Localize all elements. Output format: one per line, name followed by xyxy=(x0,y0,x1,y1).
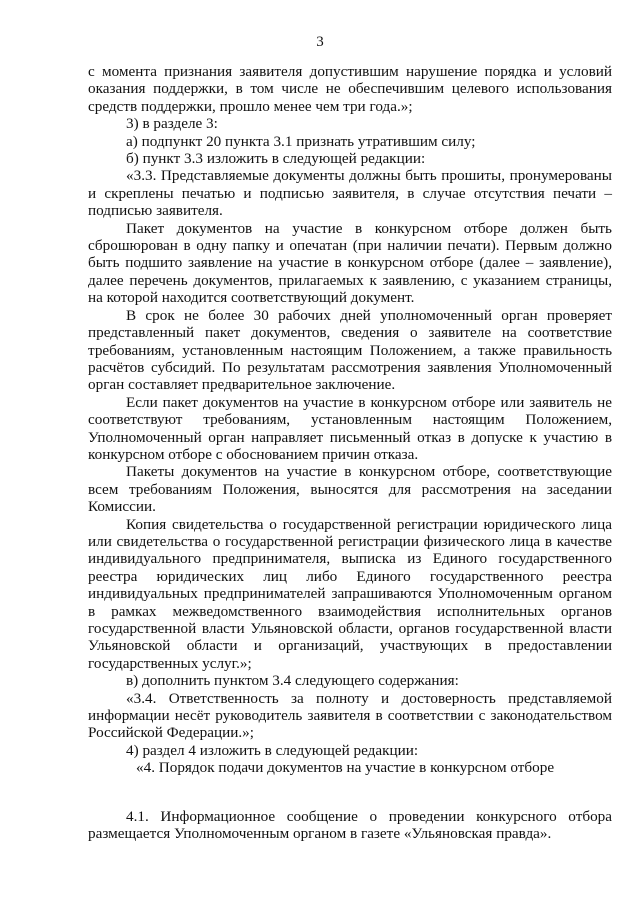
paragraph-7: В срок не более 30 рабочих дней уполномоченный орган проверяет представленный пакет документов, сведения о заявителе на соответствие требованиям, установленным настоящим Положением, а также правильность расчётов субсидий. По результатам рассмотрения заявления Уполномоченный орган составляет предварительное заключение. xyxy=(88,306,612,394)
page-number: 3 xyxy=(316,34,324,50)
paragraph-5: «3.3. Представляемые документы должны быть прошиты, пронумерованы и скреплены печатью и подписью заявителя, в случае отсутствия печати – подписью заявителя. xyxy=(88,167,612,220)
document-body xyxy=(88,63,612,842)
paragraph-6: Пакет документов на участие в конкурсном отборе должен быть сброшюрован в одну папку и опечатан (при наличии печати). Первым должно быть подшито заявление на участие в конкурсном отборе (далее – заявление), далее перечень документов, прилагаемых к заявлению, с указанием страницы, на которой находится соответствующий документ. xyxy=(88,219,612,307)
paragraph-8: Если пакет документов на участие в конкурсном отборе или заявитель не соответствуют требованиям, установленным настоящим Положением, Уполномоченный орган направляет письменный отказ в допуске к участию в конкурсном отборе с обоснованием причин отказа. xyxy=(88,393,612,463)
paragraph-9: Пакеты документов на участие в конкурсном отборе, соответствующие всем требованиям Положения, выносятся для рассмотрения на заседании Комиссии. xyxy=(88,463,612,516)
paragraph-12: «3.4. Ответственность за полноту и достоверность представляемой информации несёт руководитель заявителя в соответствии с законодательством Российской Федерации.»; xyxy=(88,689,612,742)
paragraph-4: б) пункт 3.3 изложить в следующей редакции: xyxy=(126,150,426,168)
paragraph-3: а) подпункт 20 пункта 3.1 признать утратившим силу; xyxy=(126,132,476,150)
paragraph-1: с момента признания заявителя допустившим нарушение порядка и условий оказания поддержки, в том числе не обеспечившим целевого использования средств поддержки, прошло менее чем три года.»; xyxy=(88,63,612,115)
paragraph-11: в) дополнить пунктом 3.4 следующего содержания: xyxy=(126,672,459,690)
paragraph-15: 4.1. Информационное сообщение о проведении конкурсного отбора размещается Уполномоченным органом в газете «Ульяновская правда». xyxy=(88,807,612,843)
paragraph-2: 3) в разделе 3: xyxy=(126,115,218,133)
blank-line xyxy=(88,777,612,808)
paragraph-10: Копия свидетельства о государственной регистрации юридического лица или свидетельства о государственной регистрации физического лица в качестве индивидуального предпринимателя, выписка из Единого государственного реестра юридических лиц либо Единого государственного реестра индивидуальных предпринимателей запрашиваются Уполномоченным органом в рамках межведомственного взаимодействия исполнительных органов государственной власти Ульяновской области, органов государственной власти Ульяновской области и организаций, участвующих в предоставлении государственных услуг.»; xyxy=(88,515,612,672)
section-heading: «4. Порядок подачи документов на участие в конкурсном отборе xyxy=(136,759,555,777)
paragraph-13: 4) раздел 4 изложить в следующей редакции: xyxy=(126,741,419,759)
